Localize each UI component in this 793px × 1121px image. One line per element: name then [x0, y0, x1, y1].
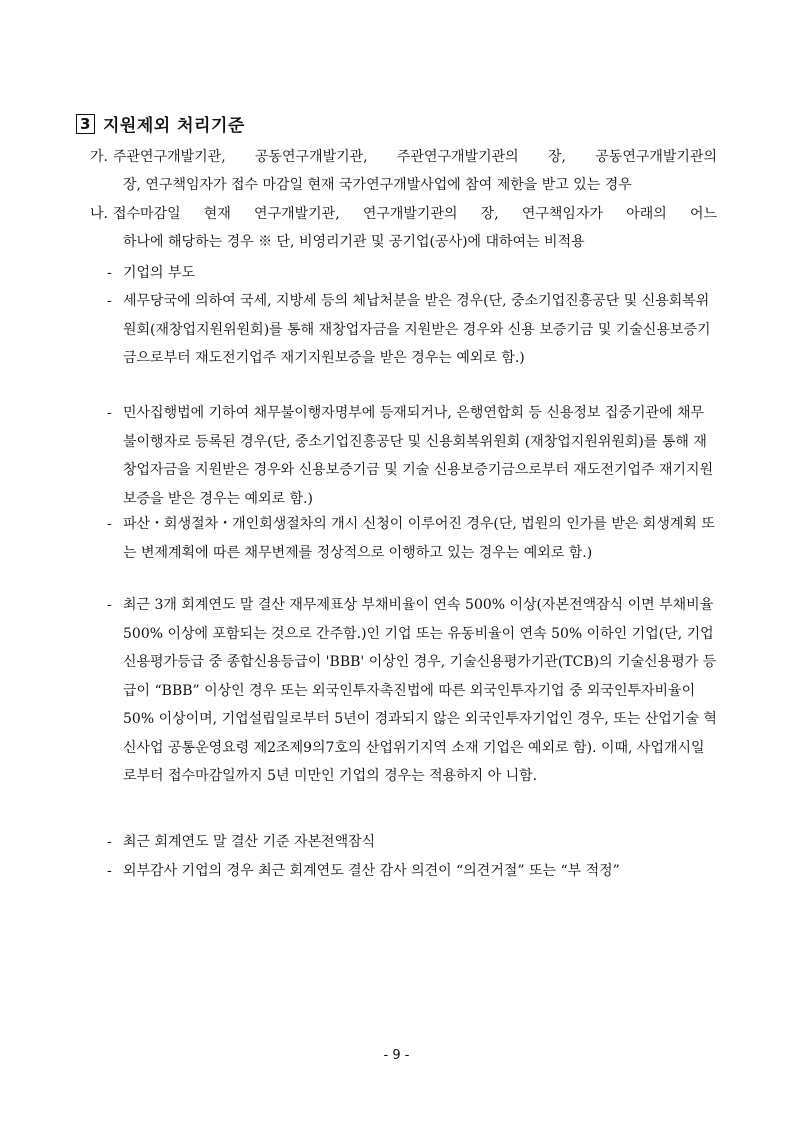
text-line: 예외로 함.)	[523, 544, 593, 561]
bullet-item	[107, 828, 717, 857]
bullet-dash: -	[107, 293, 112, 309]
text-line: 혁신사업 공통운영요령 제2조제9의7호의 산업위기지역 소재 기업은 예외로 함).	[123, 711, 717, 756]
page-number: - 9 -	[383, 1048, 410, 1063]
text-line: 예외로 함.)	[456, 350, 525, 366]
text-line: 이때, 사업개시일로부터 접수마감일까지 5년 미만인 기업의 경우는 적용하지 아	[123, 739, 705, 784]
bullet-dash: -	[107, 863, 112, 879]
item-marker: 나.	[90, 206, 108, 222]
text-line: 받은 회생계획 또는 변제계획에 따른 채무변제를 정상적으로 이행하고 있는 경우는	[123, 516, 715, 561]
bullet-item	[107, 399, 717, 513]
item-na	[90, 200, 717, 256]
text-line: 접수마감일 현재 연구개발기관, 연구개발기관의 장, 연구책임자가 아래의 어느	[113, 206, 717, 222]
text-line: 및 신용회복위원회(재창업지원위원회)를 통해 재창업자금을 지원받은 경우와 신용	[123, 293, 710, 338]
text-line: 최근 회계연도 말 결산 기준 자본전액잠식	[123, 834, 376, 850]
text-line: 주관연구개발기관, 공동연구개발기관, 주관연구개발기관의 장, 공동연구개발기관의	[113, 149, 717, 165]
bullet-item	[107, 591, 717, 791]
bullet-item	[107, 259, 717, 288]
bullet-dash: -	[107, 834, 112, 850]
text-line: 집중기관에 채무불이행자로 등록된 경우(단, 중소기업진흥공단 및 신용회복위원회	[123, 405, 705, 450]
text-line: 외국인투자촉진법에 따른 외국인투자기업 중 외국인투자비율이 50% 이상이며,	[123, 682, 696, 727]
text-line: 적정”	[585, 863, 620, 879]
section-number-box: 3	[76, 114, 95, 134]
section-heading	[76, 111, 245, 136]
bullet-dash: -	[107, 405, 112, 421]
text-line: 이면 부채비율 500% 이상에 포함되는 것으로 간주함.)인 기업 또는 유동비율이	[123, 597, 714, 642]
text-line: 연속 50% 이하인 기업(단, 기업신용평가등급 중 종합신용등급이 'BBB' 이상인	[123, 625, 714, 670]
text-line: 신용보증기금으로부터 재도전기업주 재기지원보증을 받은 경우는 예외로 함.)	[123, 462, 714, 507]
text-line: 경우, 기술신용평가기관(TCB)의 기술신용평가 등급이 “BBB” 이상인 경우 또는	[123, 654, 717, 699]
text-line: 하나에 해당하는 경우 ※ 단, 비영리기관 및 공기업(공사)에 대하여는 비적용	[123, 234, 585, 250]
text-line: 기업의 부도	[123, 265, 196, 281]
text-line: 최근 3개 회계연도 말 결산 재무제표상 부채비율이 연속 500% 이상(자본전액잠식	[123, 597, 624, 613]
bullet-item	[107, 510, 717, 567]
text-line: 외부감사 기업의 경우 최근 회계연도 결산 감사 의견이 “의견거절” 또는 “부	[123, 863, 582, 879]
text-line: 민사집행법에 기하여 채무불이행자명부에 등재되거나, 은행연합회 등 신용정보	[123, 405, 601, 421]
text-line: 보증기금 및 기술신용보증기금으로부터 재도전기업주 재기지원보증을 받은 경우는	[123, 321, 711, 366]
text-line: 기업설립일로부터 5년이 경과되지 않은 외국인투자기업인 경우, 또는 산업기술	[221, 711, 699, 727]
text-line: 장, 연구책임자가 접수 마감일 현재 국가연구개발사업에 참여 제한을 받고 있는 경우	[123, 177, 632, 193]
section-title: 지원제외 처리기준	[103, 116, 245, 136]
text-line: 니함.	[505, 768, 538, 784]
item-marker: 가.	[90, 149, 108, 165]
text-line: 세무당국에 의하여 국세, 지방세 등의 체납처분을 받은 경우(단, 중소기업진흥공단	[123, 293, 620, 309]
bullet-dash: -	[107, 516, 112, 532]
bullet-item	[107, 857, 717, 886]
bullet-dash: -	[107, 597, 112, 613]
bullet-item	[107, 287, 717, 373]
bullet-dash: -	[107, 265, 112, 281]
text-line: 파산・회생절차・개인회생절차의 개시 신청이 이루어진 경우(단, 법원의 인가를	[123, 516, 607, 532]
item-ga	[90, 143, 717, 199]
text-line: (재창업지원위원회)를 통해 재창업자금을 지원받은 경우와 신용보증기금 및 기술	[123, 433, 707, 478]
